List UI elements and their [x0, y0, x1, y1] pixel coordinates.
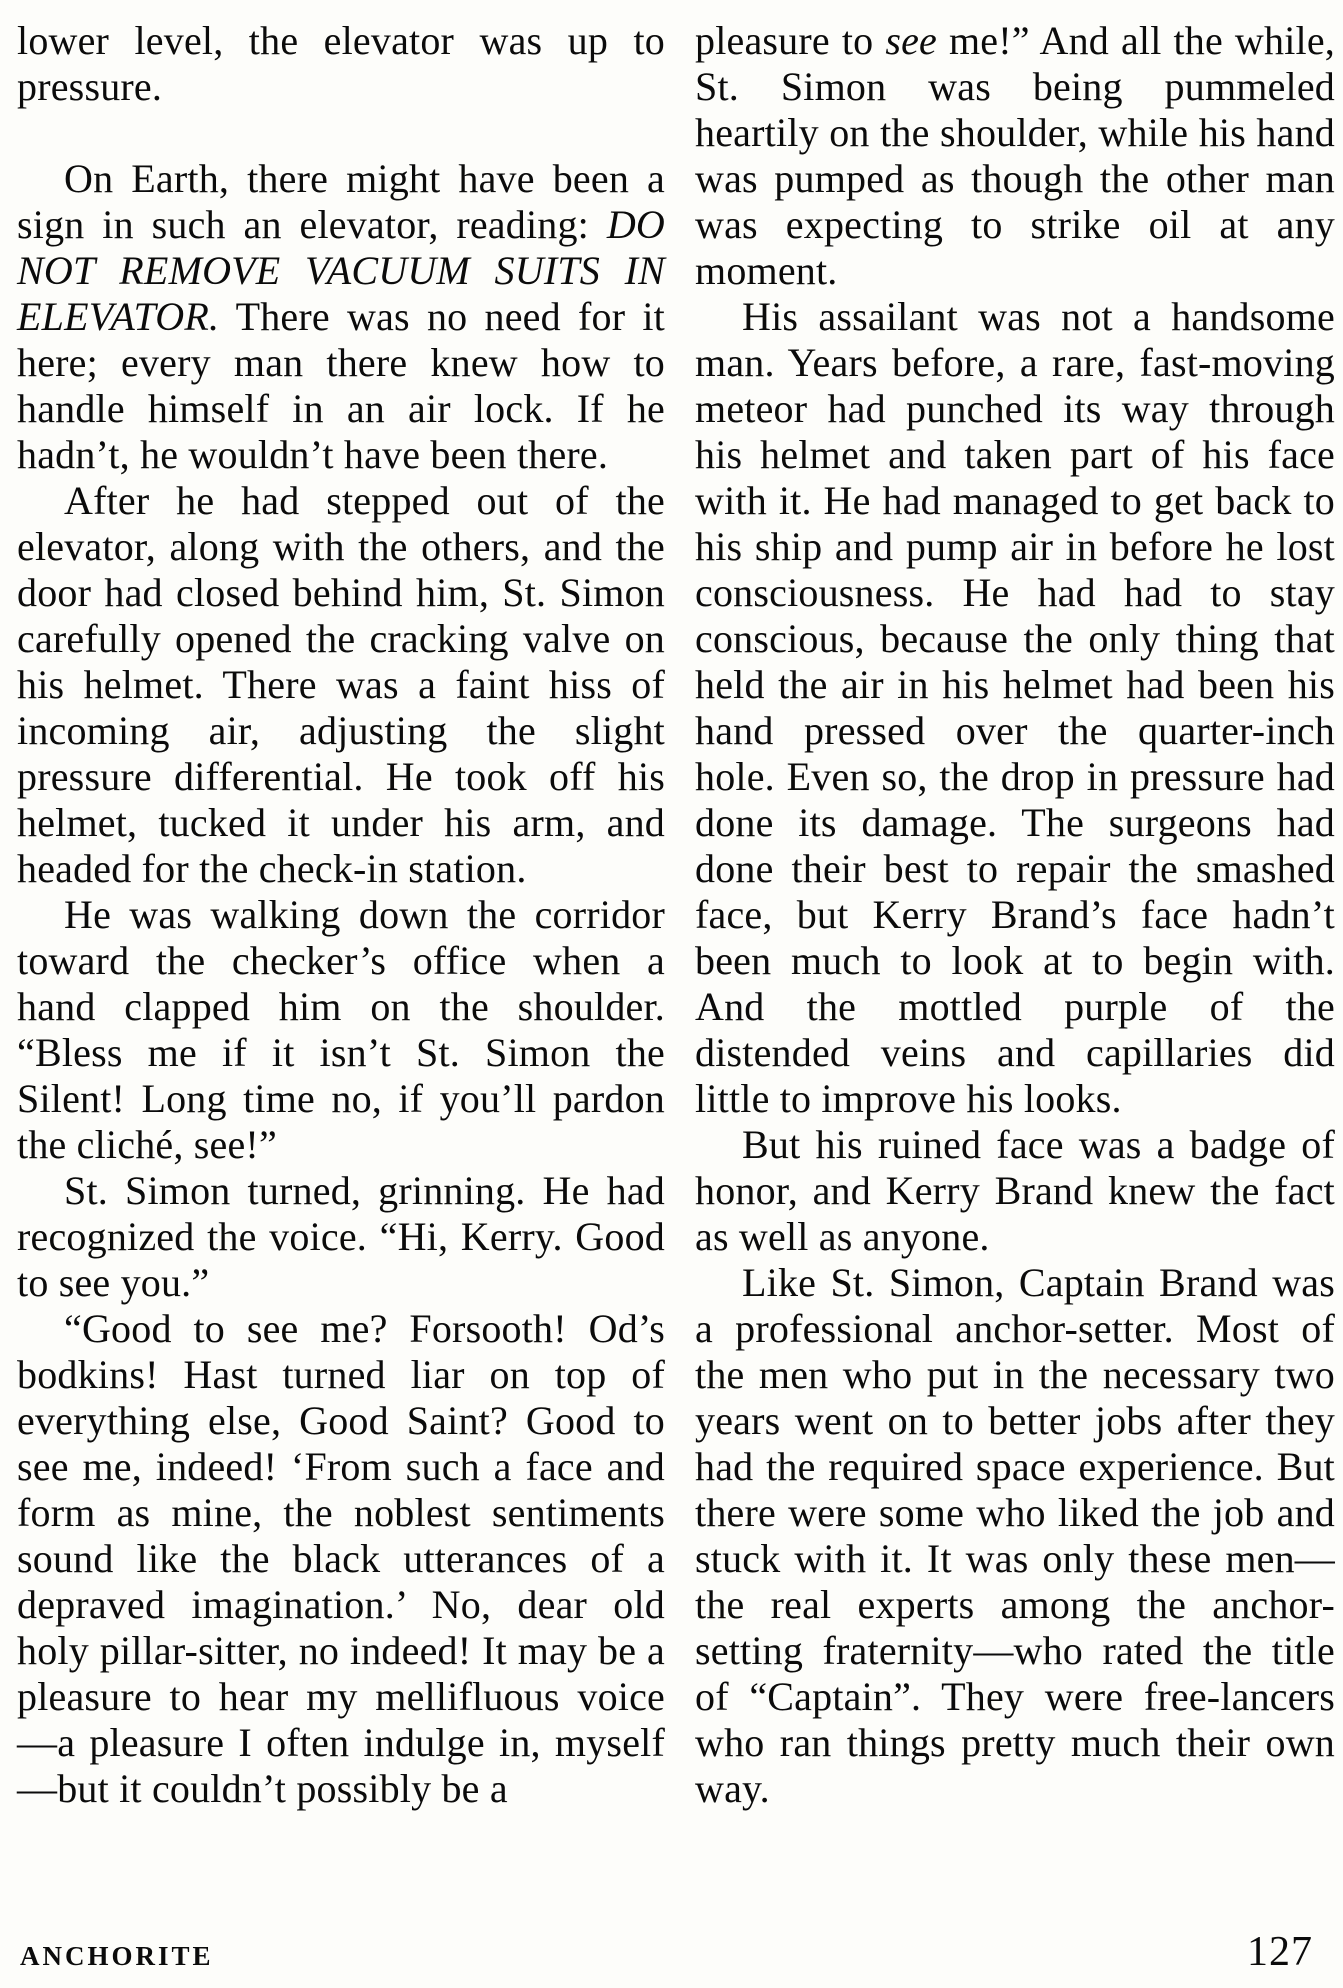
- paragraph: [17, 892, 665, 1168]
- text-run: But his ruined face was a badge of honor, and Kerry Brand knew the fact as well as anyone.: [695, 1122, 1335, 1259]
- text-run: On Earth, there might have been a sign in such an elevator, reading:: [17, 156, 665, 247]
- paragraph: [17, 156, 665, 478]
- text-run: St. Simon turned, grinning. He had recognized the voice. “Hi, Kerry. Good to see you.”: [17, 1168, 665, 1305]
- text-run: After he had stepped out of the elevator, along with the others, and the door had closed behind him, St. Simon carefully opened the cracking valve on his helmet. There was a faint hiss of incoming air, adjusting the slight pressure differential. He took off his helmet, tucked it under his arm, and headed for the check-in station.: [17, 478, 665, 891]
- text-run: lower level, the elevator was up to pressure.: [17, 18, 665, 109]
- paragraph: [695, 18, 1335, 294]
- paragraph: [695, 1122, 1335, 1260]
- text-run: His assailant was not a handsome man. Years before, a rare, fast-moving meteor had punched its way through his helmet and taken part of his face with it. He had managed to get back to his ship and pump air in before he lost consciousness. He had had to stay conscious, because the only thing that held the air in his helmet had been his hand pressed over the quarter-inch hole. Even so, the drop in pressure had done its damage. The surgeons had done their best to repair the smashed face, but Kerry Brand’s face hadn’t been much to look at to begin with. And the mottled purple of the distended veins and capillaries did little to improve his looks.: [695, 294, 1335, 1121]
- text-run: me!” And all the while, St. Simon was being pummeled heartily on the shoulder, while his hand was pumped as though the other man was expecting to strike oil at any moment.: [695, 18, 1336, 293]
- page-footer: [20, 1928, 1313, 1976]
- paragraph: [17, 478, 665, 892]
- text-column-right: [695, 18, 1335, 1812]
- paragraph: [17, 18, 665, 110]
- paragraph: [695, 294, 1335, 1122]
- italic-text-run: DO NOT REMOVE VACUUM SUITS IN ELEVATOR.: [17, 202, 665, 339]
- page-number: 127: [1247, 1929, 1313, 1975]
- text-column-left: [17, 18, 665, 1812]
- text-run: He was walking down the corridor toward the checker’s office when a hand clapped him on the shoulder. “Bless me if it isn’t St. Simon the Silent! Long time no, if you’ll pardon the cliché, see!”: [17, 892, 665, 1167]
- paragraph: [695, 1260, 1335, 1812]
- italic-text-run: see: [885, 18, 938, 63]
- text-run: pleasure to: [695, 18, 886, 63]
- text-run: There was no need for it here; every man there knew how to handle himself in an air lock. If he hadn’t, he wouldn’t have been there.: [17, 294, 665, 477]
- running-title: ANCHORITE: [20, 1941, 214, 1971]
- text-run: “Good to see me? Forsooth! Od’s bodkins! Hast turned liar on top of everything else, Good Saint? Good to see me, indeed! ‘From such a face and form as mine, the noblest sentiments sound like the black utterances of a depraved imagination.’ No, dear old holy pillar-sitter, no indeed! It may be a pleasure to hear my mellifluous voice—a pleasure I often indulge in, myself—but it couldn’t possibly be a: [17, 1306, 665, 1811]
- text-run: Like St. Simon, Captain Brand was a professional anchor-setter. Most of the men who put in the necessary two years went on to better jobs after they had the required space experience. But there were some who liked the job and stuck with it. It was only these men—the real experts among the anchor-setting fraternity—who rated the title of “Captain”. They were free-lancers who ran things pretty much their own way.: [695, 1260, 1335, 1811]
- paragraph: [17, 1168, 665, 1306]
- paragraph: [17, 1306, 665, 1812]
